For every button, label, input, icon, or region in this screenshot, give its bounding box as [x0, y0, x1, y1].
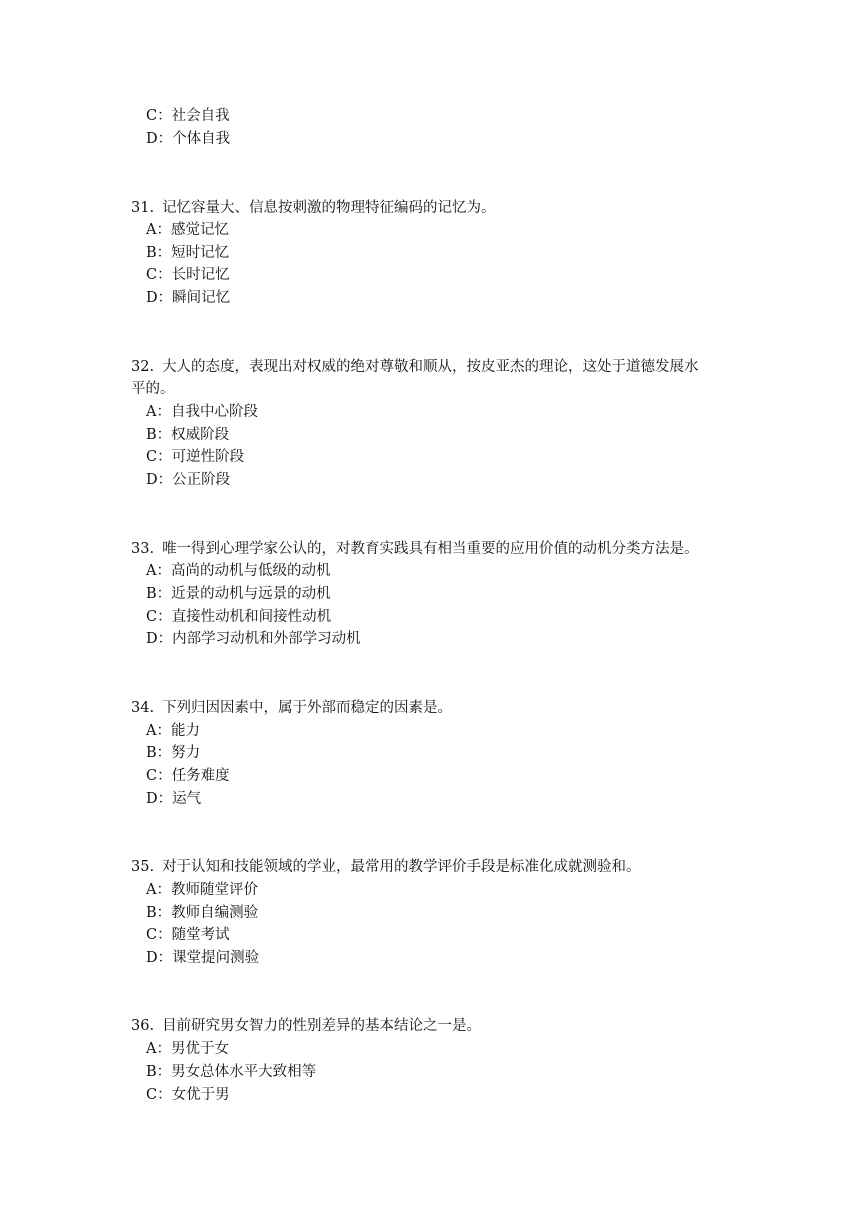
option-label: C： — [146, 609, 172, 625]
option-b — [146, 425, 229, 445]
option-b — [146, 584, 331, 604]
question-text: 记忆容量大、信息按刺激的物理特征编码的记忆为。 — [162, 200, 496, 216]
question-34-stem — [131, 698, 452, 718]
question-32-stem — [131, 357, 699, 377]
option-text: 个体自我 — [172, 131, 231, 147]
option-label: B： — [146, 427, 172, 443]
option-text: 内部学习动机和外部学习动机 — [172, 631, 361, 647]
option-label: C： — [146, 449, 172, 465]
option-a — [146, 880, 258, 900]
option-label: A： — [146, 222, 171, 238]
option-d — [146, 470, 230, 490]
option-text: 高尚的动机与低级的动机 — [170, 563, 331, 579]
option-b — [146, 903, 258, 923]
question-number: 33. — [131, 541, 155, 557]
option-a — [146, 1039, 229, 1059]
option-text: 男女总体水平大致相等 — [171, 1064, 317, 1080]
option-d — [146, 629, 361, 649]
option-d — [146, 288, 230, 308]
option-c — [146, 265, 230, 285]
option-label: B： — [146, 905, 172, 921]
option-c — [146, 106, 230, 126]
option-a — [146, 561, 330, 581]
question-number: 32. — [131, 359, 155, 375]
option-label: A： — [146, 1041, 171, 1057]
option-a — [146, 220, 229, 240]
option-b — [146, 743, 200, 763]
option-c — [146, 607, 331, 627]
option-label: B： — [146, 586, 172, 602]
option-text: 直接性动机和间接性动机 — [171, 609, 332, 625]
option-a — [146, 721, 200, 741]
option-c — [146, 766, 230, 786]
option-b — [146, 1062, 316, 1082]
question-33-stem — [131, 539, 699, 559]
option-text: 课堂提问测验 — [172, 950, 260, 966]
option-text: 任务难度 — [171, 768, 230, 784]
option-a — [146, 402, 258, 422]
option-text: 随堂考试 — [171, 927, 230, 943]
question-text: 唯一得到心理学家公认的，对教育实践具有相当重要的应用价值的动机分类方法是。 — [162, 541, 699, 557]
question-31-stem — [131, 198, 496, 218]
question-number: 31. — [131, 200, 155, 216]
option-text: 运气 — [172, 791, 202, 807]
option-text: 公正阶段 — [172, 472, 231, 488]
option-d — [146, 789, 201, 809]
option-text: 教师自编测验 — [171, 905, 259, 921]
option-text: 感觉记忆 — [170, 222, 229, 238]
option-text: 可逆性阶段 — [171, 449, 245, 465]
option-text: 瞬间记忆 — [172, 290, 231, 306]
option-label: B： — [146, 745, 172, 761]
option-label: D： — [146, 131, 173, 147]
option-c — [146, 447, 244, 467]
option-text: 社会自我 — [171, 108, 230, 124]
option-text: 努力 — [171, 745, 201, 761]
option-d — [146, 129, 230, 149]
question-text: 大人的态度，表现出对权威的绝对尊敬和顺从，按皮亚杰的理论，这处于道德发展水 — [162, 359, 699, 375]
question-number: 34. — [131, 700, 155, 716]
option-label: C： — [146, 768, 172, 784]
option-label: D： — [146, 791, 173, 807]
option-b — [146, 243, 229, 263]
option-text: 教师随堂评价 — [170, 882, 258, 898]
option-label: C： — [146, 1087, 172, 1103]
option-text: 男优于女 — [170, 1041, 229, 1057]
question-text: 平的。 — [131, 381, 175, 397]
option-text: 自我中心阶段 — [170, 404, 258, 420]
question-36-stem — [131, 1016, 481, 1036]
option-label: D： — [146, 631, 173, 647]
question-number: 36. — [131, 1018, 155, 1034]
option-label: A： — [146, 404, 171, 420]
option-c — [146, 1085, 230, 1105]
option-d — [146, 948, 259, 968]
option-label: A： — [146, 563, 171, 579]
option-text: 短时记忆 — [171, 245, 230, 261]
option-text: 能力 — [170, 723, 200, 739]
option-text: 女优于男 — [171, 1087, 230, 1103]
question-35-stem — [131, 857, 641, 877]
question-text: 下列归因因素中，属于外部而稳定的因素是。 — [162, 700, 453, 716]
option-text: 权威阶段 — [171, 427, 230, 443]
option-label: C： — [146, 267, 172, 283]
option-label: D： — [146, 472, 173, 488]
option-c — [146, 925, 230, 945]
question-32-stem-continued — [131, 379, 175, 399]
option-text: 长时记忆 — [171, 267, 230, 283]
option-label: C： — [146, 108, 172, 124]
option-text: 近景的动机与远景的动机 — [171, 586, 331, 602]
question-number: 35. — [131, 859, 155, 875]
option-label: D： — [146, 290, 173, 306]
option-label: A： — [146, 882, 171, 898]
option-label: B： — [146, 1064, 172, 1080]
option-label: B： — [146, 245, 172, 261]
option-label: D： — [146, 950, 173, 966]
option-label: C： — [146, 927, 172, 943]
question-text: 目前研究男女智力的性别差异的基本结论之一是。 — [162, 1018, 482, 1034]
question-text: 对于认知和技能领域的学业，最常用的教学评价手段是标准化成就测验和。 — [162, 859, 641, 875]
option-label: A： — [146, 723, 171, 739]
